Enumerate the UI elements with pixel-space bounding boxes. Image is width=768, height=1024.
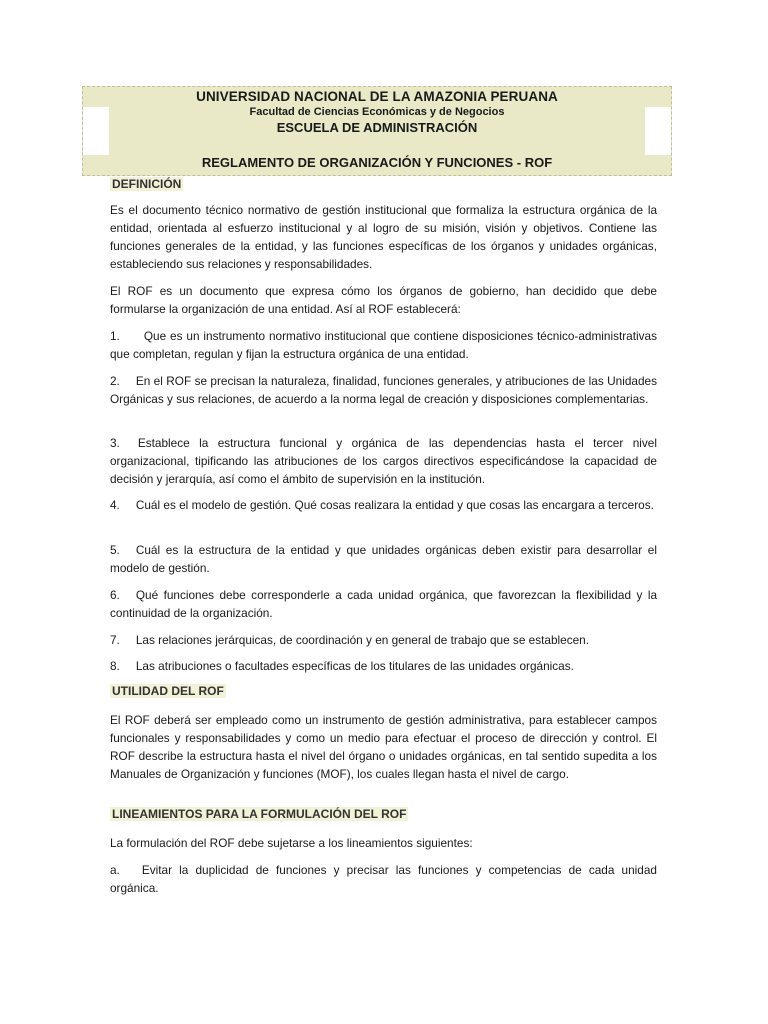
school-name: ESCUELA DE ADMINISTRACIÓN	[276, 120, 478, 135]
list-text: Qué funciones debe corresponderle a cada unidad orgánica, que favorezcan la flexibilidad y la continuidad de la organización.	[110, 588, 657, 620]
list-number: 1.	[110, 329, 120, 343]
list-item	[110, 327, 657, 363]
list-text: Evitar la duplicidad de funciones y precisar las funciones y competencias de cada unidad orgánica.	[110, 863, 657, 895]
heading-lineamientos: LINEAMIENTOS PARA LA FORMULACIÓN DEL ROF	[112, 807, 407, 821]
heading-definicion: DEFINICIÓN	[112, 177, 182, 191]
list-text: Las atribuciones o facultades específicas de los titulares de las unidades orgánicas.	[135, 659, 574, 673]
list-text: Las relaciones jerárquicas, de coordinación y en general de trabajo que se establecen.	[135, 633, 590, 647]
list-number: 6.	[110, 588, 120, 602]
utilidad-paragraph: El ROF deberá ser empleado como un instrumento de gestión administrativa, para establecer campos funcionales y responsabilidades y como un medio para efectuar el proceso de dirección y control. El ROF describe la estructura hasta el nivel del órgano o unidades orgánicas, en tal sentido supedita a los Manuales de Organización y funciones (MOF), los cuales llegan hasta el nivel de cargo.	[110, 713, 657, 781]
heading-utilidad: UTILIDAD DEL ROF	[112, 684, 224, 698]
definicion-paragraph-1: Es el documento técnico normativo de gestión institucional que formaliza la estructura orgánica de la entidad, orientada al esfuerzo institucional y al logro de su misión, visión y objetivos. Contiene las funciones generales de la entidad, y las funciones específicas de los órganos y unidades orgánicas, estableciendo sus relaciones y responsabilidades.	[110, 203, 657, 271]
list-item	[110, 586, 657, 622]
list-number: 3.	[110, 436, 120, 450]
list-number: 2.	[110, 374, 120, 388]
list-number: a.	[110, 863, 120, 877]
list-item	[110, 372, 657, 408]
lineamientos-paragraph: La formulación del ROF debe sujetarse a los lineamientos siguientes:	[110, 836, 473, 850]
university-name: UNIVERSIDAD NACIONAL DE LA AMAZONIA PERUANA	[196, 89, 558, 104]
list-number: 5.	[110, 543, 120, 557]
document-header	[82, 86, 672, 176]
definicion-paragraph-2: El ROF es un documento que expresa cómo los órganos de gobierno, han decidido que debe formularse la organización de una entidad. Así al ROF establecerá:	[110, 284, 657, 316]
list-text: Que es un instrumento normativo institucional que contiene disposiciones técnico-administrativas que completan, regulan y fijan la estructura orgánica de una entidad.	[110, 329, 657, 361]
list-item	[110, 631, 657, 649]
list-item	[110, 496, 657, 514]
document-title: REGLAMENTO DE ORGANIZACIÓN Y FUNCIONES - ROF	[201, 155, 553, 170]
list-number: 8.	[110, 659, 120, 673]
faculty-name: Facultad de Ciencias Económicas y de Negocios	[249, 106, 505, 118]
list-item	[110, 541, 657, 577]
list-item	[110, 434, 657, 488]
list-text: Cuál es el modelo de gestión. Qué cosas realizara la entidad y que cosas las encargara a terceros.	[135, 498, 654, 512]
list-number: 4.	[110, 498, 120, 512]
list-item	[110, 861, 657, 897]
list-text: Cuál es la estructura de la entidad y que unidades orgánicas deben existir para desarrollar el modelo de gestión.	[110, 543, 657, 575]
list-text: En el ROF se precisan la naturaleza, finalidad, funciones generales, y atribuciones de las Unidades Orgánicas y sus relaciones, de acuerdo a la norma legal de creación y disposiciones complementarias.	[110, 374, 657, 406]
list-item	[110, 657, 657, 675]
list-text: Establece la estructura funcional y orgánica de las dependencias hasta el tercer nivel organizacional, tipificando las atribuciones de los cargos directivos especificándose la capacidad de decisión y jerarquía, así como el ámbito de supervisión en la institución.	[110, 436, 657, 486]
list-number: 7.	[110, 633, 120, 647]
